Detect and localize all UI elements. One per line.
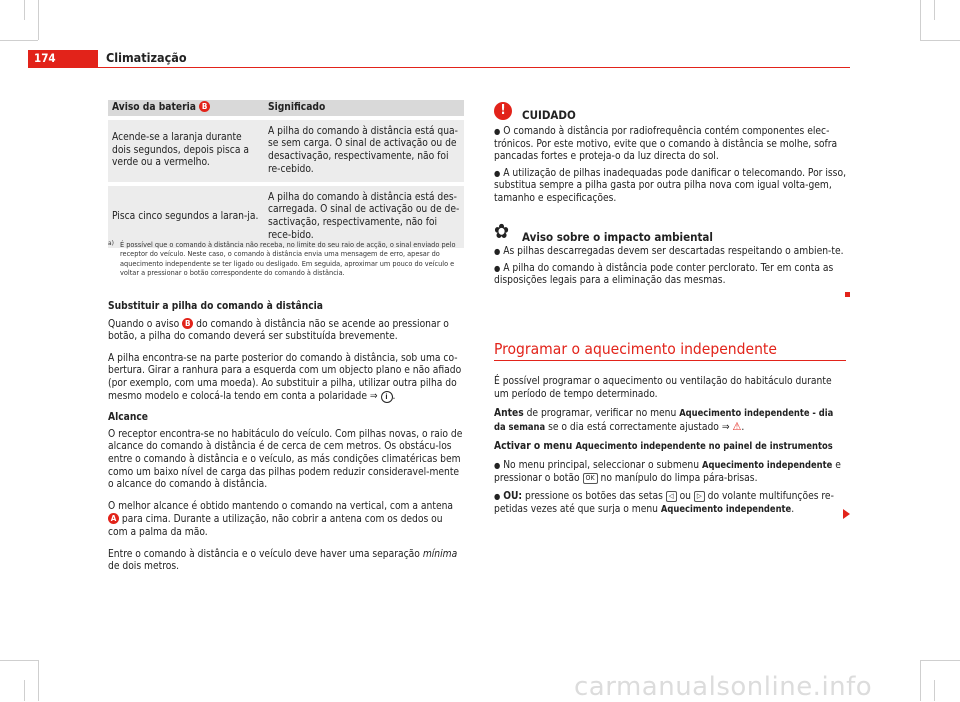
ok-key-icon: OK (583, 473, 598, 484)
warning-icon: ! (494, 102, 512, 120)
table-cell-aviso: Acende-se a laranja durante dois segundos, depois pisca a verde ou a vermelho. (108, 120, 264, 182)
left-arrow-key-icon: ◁ (666, 491, 677, 502)
battery-table (108, 100, 464, 248)
alcance-paragraph-2: O melhor alcance é obtido mantendo o comando na vertical, com a antena A para cima. Durante a utilização, não cobrir a antena com os dedos ou com a palma da mão. (108, 500, 454, 538)
alcance-paragraph-1: O receptor encontra-se no habitáculo do veículo. Com pilhas novas, o raio de alcance do comando à distância é de cerca de cem metros. Os obstácu-los entre o comando à distância e o veículo, as más condições climatéricas bem como um baixo nível de carga das pilhas podem reduzir consideravel-mente o alcance do comando à distância. (108, 428, 463, 491)
bullet-icon: ● (494, 492, 501, 502)
list-item: ● A utilização de pilhas inadequadas pode danificar o telecomando. Por isso, substitua sempre a pilha gasta por outra pilha nova com igual volta-gem, tamanho e especificações. (494, 167, 846, 204)
crop-mark (920, 660, 921, 701)
cuidado-list (494, 126, 846, 206)
table-header-row (108, 100, 464, 116)
bullet-icon: ● (494, 168, 501, 178)
programar-section (494, 376, 846, 516)
crop-mark (38, 660, 39, 701)
watermark: carmanualsonline.info (574, 672, 873, 702)
info-icon[interactable]: i (381, 391, 393, 403)
crop-mark (24, 0, 25, 20)
list-item: ● A pilha do comando à distância pode conter perclorato. Ter em conta as disposições legais para a eliminação das mesmas. (494, 262, 834, 287)
section-heading: Programar o aquecimento independente (494, 340, 777, 358)
col-header-significado: Significado (264, 100, 464, 116)
table-cell-significado: A pilha do comando à distância está des-carregada. O sinal de activação ou de de-sactivação, respectivamente, não foi rece-bido. (264, 186, 464, 248)
table-row (108, 186, 464, 248)
table-cell-aviso: Pisca cinco segundos a laran-ja. (108, 186, 264, 248)
table-row (108, 120, 464, 182)
page-number: 174 (34, 51, 56, 65)
eco-list (494, 246, 846, 288)
list-item: ● OU: pressione os botões das setas ◁ ou ▷ do volante multifunções re-petidas vezes até que surja o menu Aquecimento independente. (494, 491, 834, 515)
badge-b-icon: B (182, 318, 193, 329)
crop-mark (920, 40, 960, 41)
col-header-aviso: Aviso da bateria B (108, 100, 264, 116)
subst-paragraph-1: Quando o aviso B do comando à distância não se acende ao pressionar o botão, a pilha do comando deverá ser substituída brevemente. (108, 318, 449, 343)
crop-mark (0, 40, 38, 41)
programar-paragraph: É possível programar o aquecimento ou ventilação do habitáculo durante um período de tempo determinado. (494, 376, 832, 400)
crop-mark (920, 0, 921, 40)
bullet-icon: ● (494, 460, 501, 470)
crop-mark (38, 0, 39, 40)
continue-arrow-icon (843, 509, 850, 519)
antes-paragraph: Antes de programar, verificar no menu Aquecimento independente - dia da semana se o dia está correctamente ajustado ⇒ ⚠. (494, 408, 834, 433)
footnote-mark: a) (108, 239, 114, 247)
crop-mark (934, 0, 935, 20)
badge-b-icon: B (199, 101, 210, 112)
subst-paragraph-2: A pilha encontra-se na parte posterior do comando à distância, sob uma co-bertura. Girar a ranhura para a esquerda com um objecto plano e não afiado (por exemplo, com uma moeda). Ao substituir a pilha, utilizar outra pilha do mesmo modelo e colocá-la tendo em conta a polaridade ⇒ i . (108, 352, 462, 402)
crop-mark (24, 680, 25, 701)
subst-section (108, 301, 464, 574)
end-of-section-marker (845, 292, 850, 297)
activar-heading: Activar o menu Aquecimento independente no painel de instrumentos (494, 441, 833, 453)
warning-triangle-icon[interactable]: ⚠ (732, 419, 742, 433)
badge-a-icon: A (108, 513, 119, 524)
table-cell-significado: A pilha do comando à distância está qua-se sem carga. O sinal de activação ou de desactivação, respectivamente, não foi re-cebido. (264, 120, 464, 182)
header-rule (98, 67, 850, 68)
eco-title: Aviso sobre o impacto ambiental (522, 230, 713, 244)
right-arrow-key-icon: ▷ (694, 491, 705, 502)
list-item: ● O comando à distância por radiofrequência contém componentes elec-trónicos. Por este motivo, evite que o comando à distância se molhe, sofra pancadas fortes e proteja-o da luz directa do sol. (494, 126, 838, 163)
page-title: Climatização (106, 50, 187, 65)
footnote-text: É possível que o comando à distância não receba, no limite do seu raio de acção, o sinal enviado pelo receptor do veículo. Neste caso, o comando à distância envia uma mensagem de erro, apesar do aquecimento independente se ter ligado ou desligado. Em seguida, aproximar um pouco do veículo e voltar a pressionar o botão correspondente do comando à distância. (120, 240, 456, 277)
crop-mark (934, 680, 935, 701)
bullet-icon: ● (494, 127, 501, 136)
crop-mark (920, 660, 960, 661)
alcance-heading: Alcance (108, 412, 149, 424)
section-rule (494, 360, 846, 361)
bullet-icon: ● (494, 263, 501, 273)
eco-flower-icon: ✿ (494, 219, 510, 243)
alcance-paragraph-3: Entre o comando à distância e o veículo deve haver uma separação mínima de dois metros. (108, 548, 458, 573)
cuidado-title: CUIDADO (522, 108, 576, 122)
list-item: ● No menu principal, seleccionar o submenu Aquecimento independente e pressionar o botão OK no manípulo do limpa pára-brisas. (494, 459, 841, 484)
subst-heading: Substituir a pilha do comando à distância (108, 301, 323, 312)
table-footnote (108, 240, 464, 277)
list-item: ● As pilhas descarregadas devem ser descartadas respeitando o ambien-te. (494, 246, 844, 257)
crop-mark (0, 660, 38, 661)
bullet-icon: ● (494, 247, 501, 256)
